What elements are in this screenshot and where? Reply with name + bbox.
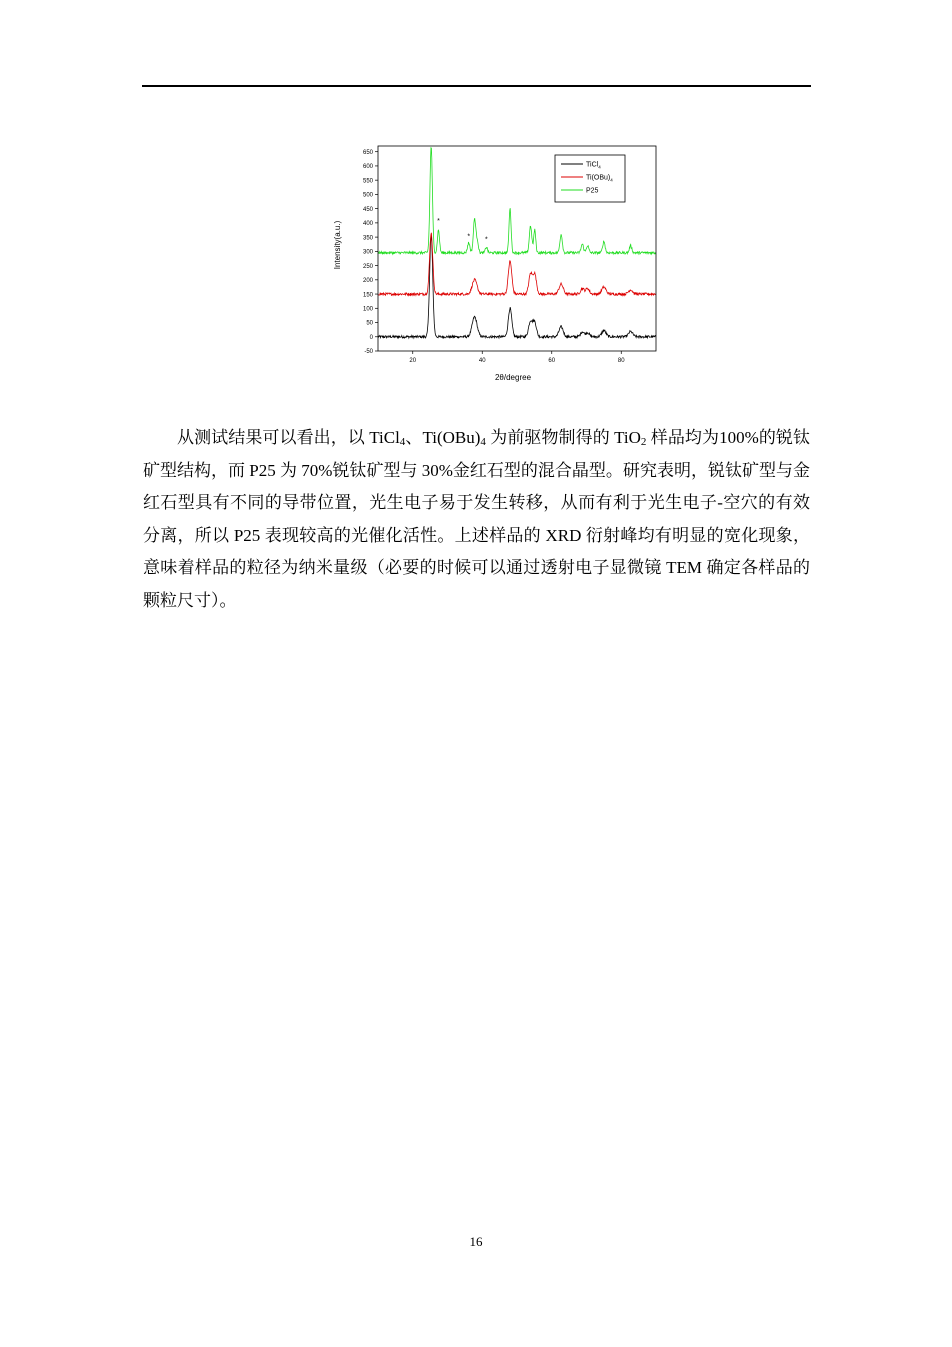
y-tick-label: 550 <box>362 178 373 185</box>
header-rule <box>142 85 811 87</box>
x-axis <box>409 351 625 364</box>
subscript-2: 4 <box>480 436 486 448</box>
x-tick-label: 40 <box>478 358 486 364</box>
y-tick-label: 450 <box>362 206 373 213</box>
x-tick-label: 60 <box>548 358 556 364</box>
x-axis-label: 2θ/degree <box>494 373 532 382</box>
legend-label-subscript: 4 <box>598 164 601 170</box>
annotation-group <box>437 218 488 244</box>
y-axis-label: Intensity(a.u.) <box>333 220 342 270</box>
page-number: 16 <box>469 1234 483 1249</box>
xrd-chart-svg <box>325 140 660 385</box>
legend-label-2: P25 <box>586 187 599 195</box>
legend-label-0: TiCl$_4$ <box>586 161 601 170</box>
paragraph-text-1: 从测试结果可以看出，以 TiCl <box>177 428 400 447</box>
y-tick-label: 350 <box>362 235 373 242</box>
y-tick-label: 600 <box>362 164 373 171</box>
paragraph-text-4: 样品均为100%的锐钛矿型结构，而 P25 为 70%锐钛矿型与 30%金红石型的混合晶型。研究表明，锐钛矿型与金红石型具有不同的导带位置，光生电子易于发生转移，从而有利于光生电子-空穴的有效分离，所以 P25 表现较高的光催化活性。上述样品的 XRD 衍射峰均有明显的宽化现象，意味着样品的粒径为纳米量级（必要的时候可以通过透射电子显微镜 TEM 确定各样品的颗粒尺寸）。 <box>143 428 810 610</box>
x-tick-label: 80 <box>617 358 625 364</box>
y-tick-label: 650 <box>362 149 373 156</box>
series-line-1 <box>378 233 656 296</box>
peak-marker: * <box>437 217 440 225</box>
subscript-1: 4 <box>399 436 406 448</box>
xrd-chart <box>325 140 660 385</box>
paragraph-text-2: 、Ti(OBu) <box>405 428 481 447</box>
y-tick-label: 50 <box>366 320 373 327</box>
y-tick-label: 500 <box>362 192 373 199</box>
peak-marker: * <box>467 233 471 241</box>
y-tick-label: 100 <box>362 306 373 313</box>
paragraph-text-3: 为前驱物制得的 TiO <box>485 428 641 447</box>
y-tick-label: 400 <box>362 221 373 228</box>
legend <box>555 155 625 202</box>
y-tick-label: 0 <box>369 334 373 341</box>
subscript-3: 2 <box>640 436 647 448</box>
y-tick-label: 150 <box>362 292 373 299</box>
x-tick-label: 20 <box>409 358 417 364</box>
y-tick-label: -50 <box>364 349 373 356</box>
series-line-0 <box>378 233 656 338</box>
body-paragraph <box>143 422 810 618</box>
legend-label-1: $Ti(OBu)_4$ <box>586 174 613 183</box>
legend-label-subscript: 4 <box>610 177 613 183</box>
peak-marker: * <box>485 236 488 244</box>
y-tick-label: 200 <box>362 278 373 285</box>
y-tick-label: 300 <box>362 249 373 256</box>
y-tick-label: 250 <box>362 263 373 270</box>
y-axis <box>363 150 378 355</box>
